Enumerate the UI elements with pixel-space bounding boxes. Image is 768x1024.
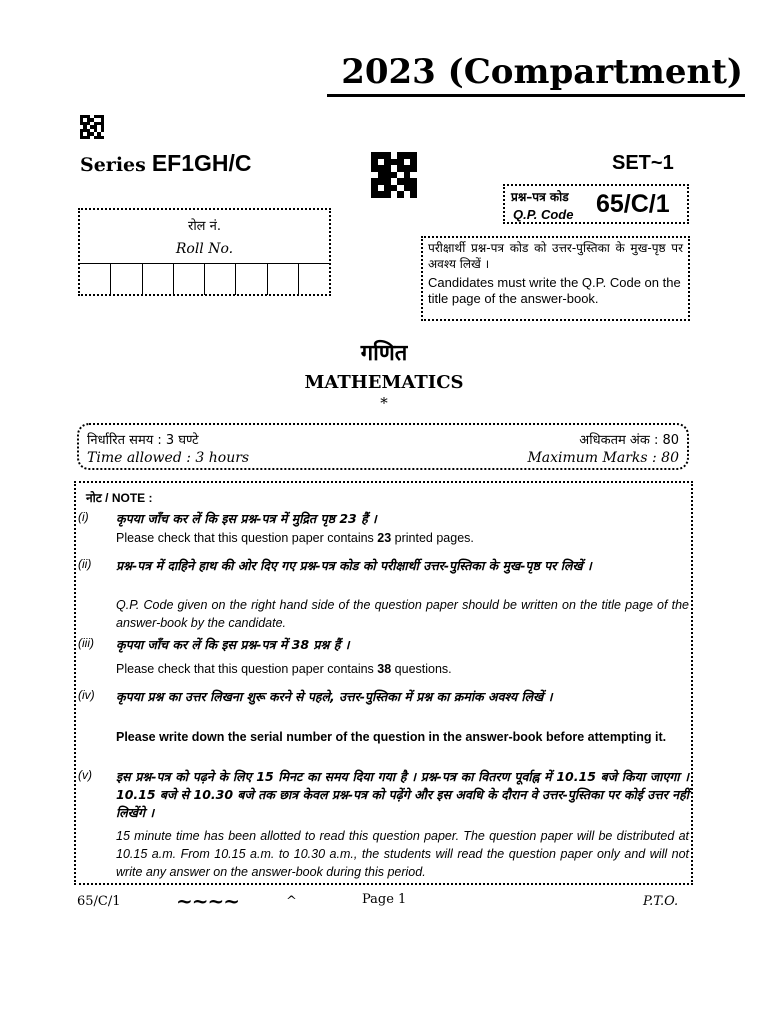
- max-marks-hindi: अधिकतम अंक : 80: [579, 433, 679, 448]
- qp-instruction-box: [421, 236, 690, 321]
- exam-title: 2023 (Compartment): [0, 52, 745, 92]
- time-marks-box: [77, 423, 689, 470]
- notes-box: [74, 481, 693, 885]
- small-qr-code: [80, 115, 104, 139]
- note-hindi: प्रश्न-पत्र में दाहिने हाथ की ओर दिए गए प्रश्न-पत्र कोड को परीक्षार्थी उत्तर-पुस्तिका के मुख-पृष्ठ पर लिखें ।: [116, 558, 592, 573]
- roll-number-cells: [80, 263, 329, 295]
- series-code: EF1GH/C: [151, 150, 252, 176]
- roll-cell[interactable]: [236, 263, 267, 295]
- note-hindi: कृपया जाँच कर लें कि इस प्रश्न-पत्र में 38 प्रश्न हैं ।: [116, 637, 350, 652]
- roll-cell[interactable]: [143, 263, 174, 295]
- note-number: (iii): [78, 636, 94, 650]
- qp-code-box: [503, 184, 689, 224]
- notes-title-separator: /: [101, 491, 112, 505]
- notes-title-english: NOTE :: [111, 491, 153, 505]
- roll-cell[interactable]: [205, 263, 236, 295]
- subject-title: MATHEMATICS: [304, 372, 464, 393]
- series-line: [80, 150, 252, 177]
- note-hindi: कृपया जाँच कर लें कि इस प्रश्न-पत्र में मुद्रित पृष्ठ 23 हैं ।: [116, 511, 377, 526]
- note-number: (i): [78, 510, 89, 524]
- subject-title-hindi: गणित: [360, 341, 408, 366]
- roll-cell[interactable]: [111, 263, 142, 295]
- instruction-english: Candidates must write the Q.P. Code on the title page of the answer-book.: [428, 275, 681, 306]
- roll-label-hindi: रोल नं.: [188, 219, 221, 234]
- qp-code: 65/C/1: [596, 190, 670, 218]
- qr-code: [371, 152, 417, 198]
- footer-tilde-mark: ~~~~: [176, 889, 240, 913]
- max-marks: Maximum Marks : 80: [527, 450, 679, 466]
- note-english: Please check that this question paper contains 38 questions.: [116, 662, 452, 676]
- note-english: Please write down the serial number of the question in the answer-book before attempting it.: [116, 730, 667, 744]
- time-allowed: Time allowed : 3 hours: [87, 450, 250, 466]
- roll-cell[interactable]: [268, 263, 299, 295]
- footer-caret-mark: ^: [286, 894, 297, 909]
- notes-title-hindi: नोट: [86, 491, 102, 505]
- time-allowed-hindi: निर्धारित समय : 3 घण्टे: [87, 433, 199, 448]
- page-number: Page 1: [362, 892, 407, 907]
- roll-cell[interactable]: [80, 263, 111, 295]
- qp-code-label: Q.P. Code: [513, 207, 574, 222]
- set-label: SET~1: [612, 152, 674, 174]
- pto-label: P.T.O.: [643, 894, 679, 909]
- star-mark: *: [380, 394, 388, 412]
- note-english: 15 minute time has been allotted to read this question paper. The question paper will be distributed at 10.15 a.m. From 10.15 a.m. to 10.30 a.m., the students will read the question paper only and will not write any answer on the answer-book during this period.: [116, 829, 689, 879]
- note-hindi: कृपया प्रश्न का उत्तर लिखना शुरू करने से पहले, उत्तर-पुस्तिका में प्रश्न का क्रमांक अवश्य लिखें ।: [116, 689, 553, 704]
- note-hindi: इस प्रश्न-पत्र को पढ़ने के लिए 15 मिनट का समय दिया गया है । प्रश्न-पत्र का वितरण पूर्वाह्न में 10.15 बजे किया जाएगा । 10.15 बजे से 10.30 बजे तक छात्र केवल प्रश्न-पत्र को पढ़ेंगे और इस अवधि के दौरान वे उत्तर-पुस्तिका पर कोई उत्तर नहीं लिखेंगे ।: [116, 769, 689, 820]
- note-number: (ii): [78, 557, 92, 571]
- qp-code-label-hindi: प्रश्न–पत्र कोड: [511, 190, 569, 204]
- note-number: (iv): [78, 688, 95, 702]
- note-english: Q.P. Code given on the right hand side of the question paper should be written on the title page of the answer-book by the candidate.: [116, 598, 689, 630]
- roll-number-box: [78, 208, 331, 296]
- roll-label: Roll No.: [175, 241, 234, 257]
- roll-cell[interactable]: [174, 263, 205, 295]
- footer-qp-code: 65/C/1: [77, 894, 121, 909]
- note-number: (v): [78, 768, 92, 782]
- instruction-hindi: परीक्षार्थी प्रश्न-पत्र कोड को उत्तर-पुस्तिका के मुख-पृष्ठ पर अवश्य लिखें ।: [428, 241, 683, 271]
- notes-title: [86, 489, 153, 506]
- series-label: Series: [80, 154, 146, 176]
- roll-cell[interactable]: [299, 263, 329, 295]
- note-english: Please check that this question paper contains 23 printed pages.: [116, 531, 474, 545]
